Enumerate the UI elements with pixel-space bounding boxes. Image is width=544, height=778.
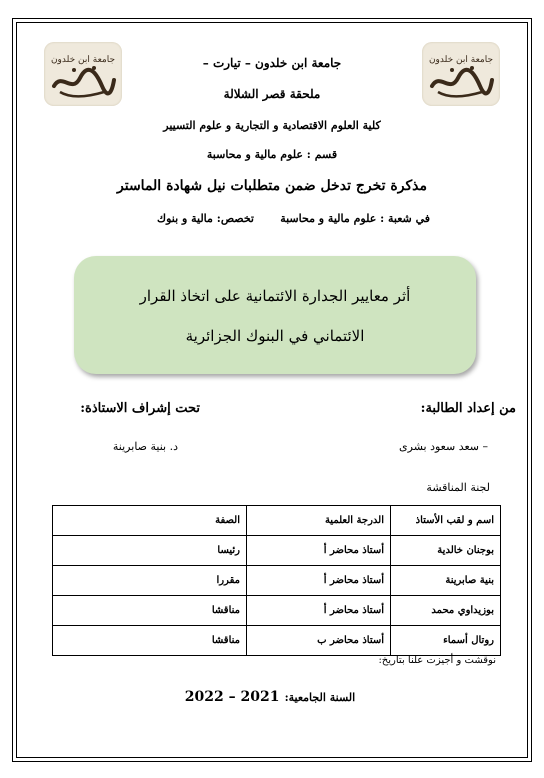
university-logo-icon <box>44 42 122 106</box>
university-logo-right <box>422 42 500 106</box>
table-cell-role: مناقشا <box>53 626 247 656</box>
academic-year-value: 2021 – 2022 <box>184 689 280 705</box>
academic-year-label: السنة الجامعية: <box>284 691 356 704</box>
university-logo-icon <box>422 42 500 106</box>
branch-field: في شعبة : علوم مالية و محاسبة <box>280 212 430 225</box>
header-cell-role: الصفة <box>53 506 247 536</box>
thesis-statement: مذكرة تخرج تدخل ضمن متطلبات نيل شهادة الماستر <box>117 178 427 194</box>
table-cell-name: بوجنان خالدية <box>391 536 501 566</box>
university-logo-left <box>44 42 122 106</box>
table-cell-name: بنية صابرينة <box>391 566 501 596</box>
supervisor-label: تحت إشراف الاستاذة: <box>80 401 200 416</box>
thesis-title-box <box>74 256 476 374</box>
table-cell-name: روتال أسماء <box>391 626 501 656</box>
table-cell-role: رئيسا <box>53 536 247 566</box>
thesis-title-line-1: أثر معايير الجدارة الائتمانية على اتخاذ القرار <box>139 287 411 305</box>
academic-year <box>150 686 390 705</box>
table-header-row <box>53 506 501 536</box>
table-row <box>53 596 501 626</box>
committee-label: لجنة المناقشة <box>426 481 490 494</box>
discussion-date-note: نوقشت و أجيزت علنا بتاريخ: <box>378 655 496 666</box>
table-cell-name: بوزيداوي محمد <box>391 596 501 626</box>
table-row <box>53 566 501 596</box>
table-cell-rank: أستاذ محاضر أ <box>247 536 391 566</box>
table-row <box>53 626 501 656</box>
table-cell-rank: أستاذ محاضر أ <box>247 596 391 626</box>
table-cell-rank: أستاذ محاضر أ <box>247 566 391 596</box>
department-name: قسم : علوم مالية و محاسبة <box>206 148 338 161</box>
logo-caption: جامعة ابن خلدون <box>50 55 116 65</box>
header-cell-rank: الدرجة العلمية <box>247 506 391 536</box>
committee-table <box>52 505 501 656</box>
table-row <box>53 536 501 566</box>
branch-specialty: تخصص: مالية و بنوك <box>157 212 254 225</box>
annex-name: ملحقة قصر الشلالة <box>223 87 321 101</box>
thesis-title-line-2: الائتماني في البنوك الجزائرية <box>185 327 365 345</box>
supervisor-name: د. بنية صابرينة <box>112 440 178 453</box>
logo-caption: جامعة ابن خلدون <box>428 55 494 65</box>
student-name: – سعد سعود بشرى <box>399 440 488 453</box>
university-name: جامعة ابن خلدون – تيارت – <box>202 56 342 70</box>
table-cell-role: مناقشا <box>53 596 247 626</box>
table-cell-role: مقررا <box>53 566 247 596</box>
header-cell-name: اسم و لقب الأستاذ <box>391 506 501 536</box>
faculty-name: كلية العلوم الاقتصادية و التجارية و علوم التسيير <box>163 119 381 132</box>
table-cell-rank: أستاذ محاضر ب <box>247 626 391 656</box>
student-label: من إعداد الطالبة: <box>420 401 516 416</box>
